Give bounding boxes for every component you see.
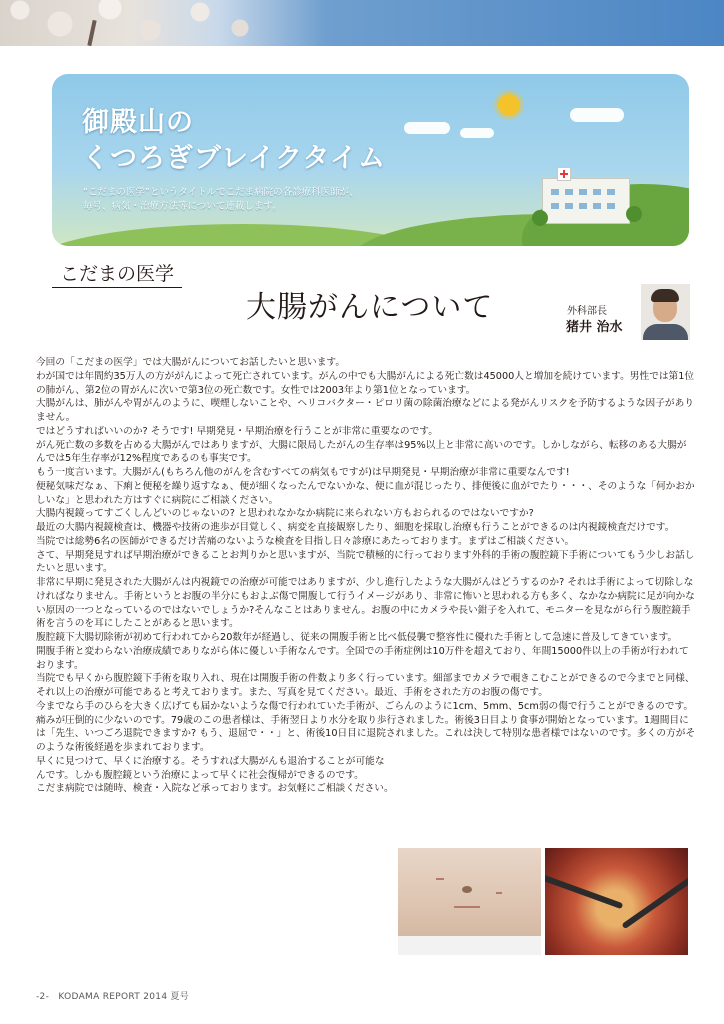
- body-paragraph: 腹腔鏡下大腸切除術が初めて行われてから20数年が経過し、従来の開腹手術と比べ低侵襲で整容性に優れた手術として急速に普及してきています。: [36, 632, 678, 643]
- cloud-image: [404, 122, 450, 134]
- author-name: 猪井 治水: [566, 320, 623, 335]
- body-paragraph: 非常に早期に発見された大腸がんは内視鏡での治療が可能ではありますが、少し進行したような大腸がんはどうするのか? それは手術によって切除しなければなりません。手術というとお腹の半分にもおよぶ傷で開腹して行うイメージがあり、非常に怖いと思われる方も多く、なかなか病院に足が向かない原因の一つとなっているのではないでしょうか?そんなことはありません。お腹の中にカメラや長い鉗子を入れて、モニターを見ながら行う腹腔鏡手術を言うのを耳にしたことがあると思います。: [36, 577, 695, 630]
- body-paragraph: 大腸がんは、肺がんや胃がんのように、喫煙しないことや、ヘリコバクター・ピロリ菌の除菌治療などによる発がんリスクを予防するような因子がありません。: [36, 398, 694, 423]
- divider: [52, 287, 182, 288]
- sun-icon: [498, 94, 520, 116]
- cherry-blossom-image: [0, 0, 300, 46]
- banner-title: 御殿山の: [82, 107, 194, 138]
- column-label: こだまの医学: [60, 263, 175, 285]
- tree-icon: [626, 206, 642, 222]
- body-paragraph: 便秘気味だなぁ、下痢と便秘を繰り返すなぁ、便が細くなったんでないかな、便に血が混じったり、排便後に血がでたり・・・、そのような「何かおかしいな」と思われた方はすぐに病院にご相談ください。: [36, 480, 695, 506]
- header-photo-strip: [0, 0, 724, 46]
- laparoscopic-surgery-photo: [545, 848, 688, 955]
- body-paragraph: ではどうすればいいのか? そうです! 早期発見・早期治療を行うことが非常に重要なのです。: [36, 425, 438, 437]
- body-paragraph: こだま病院では随時、検査・入院など承っております。お気軽にご相談ください。: [36, 783, 394, 795]
- abdomen-scar-photo: [398, 848, 541, 955]
- tree-icon: [532, 210, 548, 226]
- red-cross-icon: [557, 167, 571, 181]
- author-role: 外科部長: [567, 306, 607, 317]
- article-body: [36, 356, 696, 796]
- body-paragraph: 最近の大腸内視鏡検査は、機器や技術の進歩が目覚しく、病変を直接観察したり、細胞を採取し治療も行うことができるのは内視鏡検査だけです。: [36, 522, 675, 533]
- page-footer: -2- KODAMA REPORT 2014 夏号: [36, 992, 190, 1002]
- body-paragraph: 開腹手術と変わらない治療成績でありながら体に優しい手術なんです。全国での手術症例は10万件を超えており、年間15000件以上の手術が行われております。: [36, 645, 689, 671]
- body-paragraph: 当院では総勢6名の医師ができるだけ苦痛のないような検査を目指し日々診療にあたっております。まずはご相談ください。: [36, 535, 575, 547]
- cloud-image: [460, 128, 494, 138]
- banner-title: くつろぎブレイクタイム: [82, 143, 386, 174]
- hospital-building-icon: [542, 178, 630, 224]
- banner-subtitle: “こだまの医学”というタイトルでこだま病院の各診療科医師が、: [83, 187, 359, 198]
- body-paragraph: もう一度言います。大腸がん(もちろん他のがんを含むすべての病気もですが)は早期発見・早期治療が非常に重要なんです!: [36, 467, 570, 478]
- body-paragraph: 今までなら手のひらを大きく広げても届かないような傷で行われていた手術が、ごらんのように1cm、5mm、5cm弱の傷で行うことができるのです。: [36, 700, 694, 712]
- body-paragraph: がん死亡数の多数を占める大腸がんではありますが、大腸に限局したがんの生存率は95%以上と非常に高いのです。しかしながら、転移のある大腸がんでは5年生存率が12%程度であるのも事実です。: [36, 439, 687, 465]
- body-paragraph: 今回の「こだまの医学」では大腸がんについてお話したいと思います。: [36, 357, 346, 368]
- body-paragraph: 当院でも早くから腹腔鏡下手術を取り入れ、現在は開腹手術の件数より多く行っています。細部までカメラで覗きこむことができるので今までと同様、それ以上の治療が可能であると考えております。また、写真を見てください。最近、手術をされた方のお腹の傷です。: [36, 673, 695, 698]
- author-portrait: [641, 284, 690, 340]
- body-paragraph: さて、早期発見すれば早期治療ができることお判りかと思いますが、当院で積極的に行っております外科的手術の腹腔鏡下手術についてもう少しお話したいと思います。: [36, 549, 695, 575]
- article-title: 大腸がんについて: [246, 290, 494, 325]
- body-paragraph: 痛みが圧倒的に少ないのです。79歳のこの患者様は、手術翌日より水分を取り歩行されました。術後3日目より食事が開始となっています。1週間目には「先生、いつごろ退院できますか? もう、退屈で・・」と、術後10日目に退院されました。これは決して特別な患者様ではないのです。多くの方がそのような術後経過を歩まれております。: [36, 714, 696, 753]
- body-paragraph: 大腸内視鏡ってすごくしんどいのじゃないの? と思われなかなか病院に来られない方もおられるのではないですか?: [36, 508, 534, 520]
- cloud-image: [570, 108, 624, 122]
- body-paragraph: わが国では年間約35万人の方ががんによって死亡されています。がんの中でも大腸がんによる死亡数は45000人と増加を続けています。男性では第1位の肺がん、第2位の胃がんに次いで第3位の死亡数です。女性では2003年より第1位となっています。: [36, 370, 695, 396]
- body-paragraph: 早くに見つけて、早くに治療する。そうすれば大腸がんも退治することが可能なんです。しかも腹腔鏡という治療によって早くに社会復帰ができるのです。: [36, 755, 385, 781]
- banner-subtitle: 毎号、病気・治療方法等について連載します。: [83, 201, 282, 212]
